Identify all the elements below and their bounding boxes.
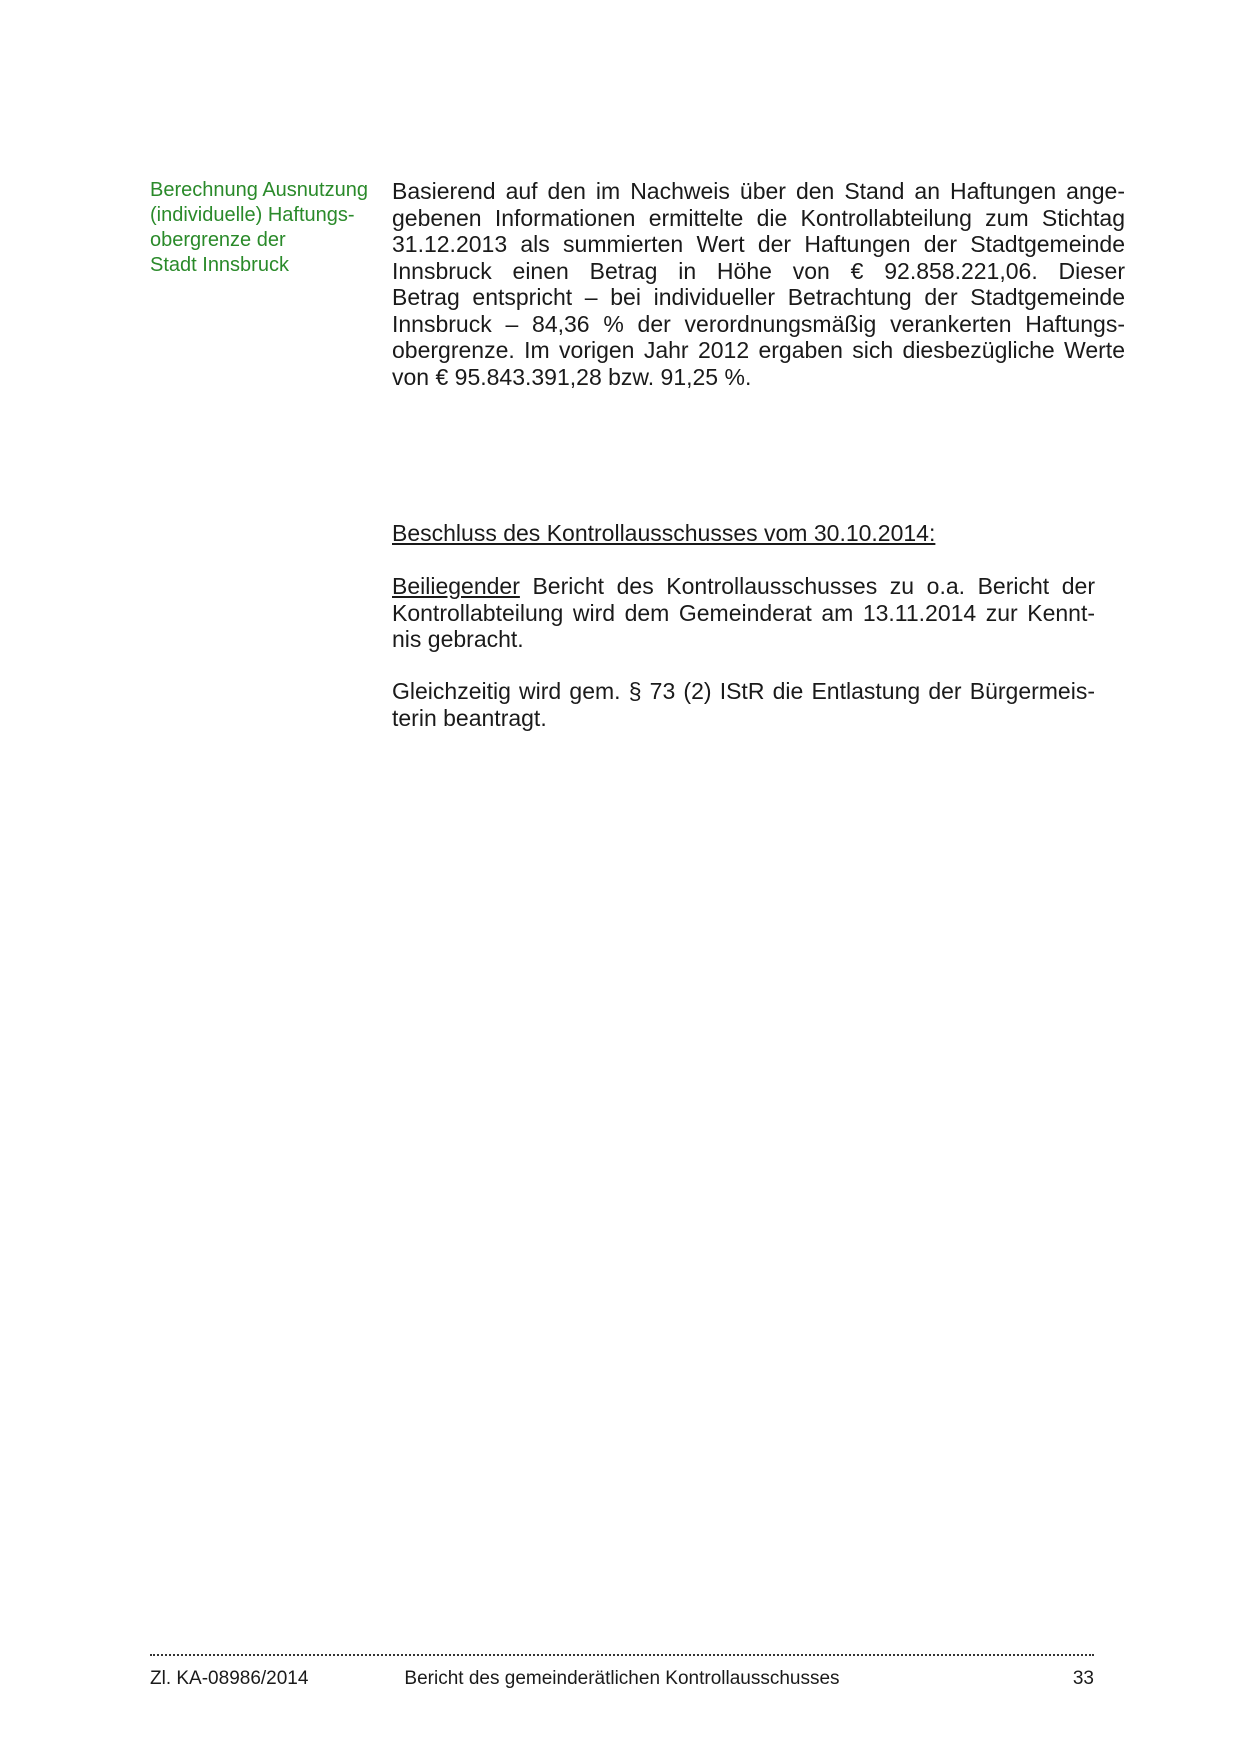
decision-heading: Beschluss des Kontrollausschusses vom 30.10.2014:: [392, 520, 936, 546]
paragraph-line: obergrenze. Im vorigen Jahr 2012 ergaben sich diesbezügliche Werte: [392, 337, 1125, 363]
paragraph-line: 31.12.2013 als summierten Wert der Haftungen der Stadtgemeinde: [392, 231, 1125, 257]
margin-note-line: (individuelle) Haftungs-: [150, 204, 355, 226]
paragraph-line: [392, 573, 1095, 600]
file-reference: Zl. KA-08986/2014: [150, 1668, 309, 1689]
main-paragraph: [392, 178, 1125, 390]
paragraph-line: Innsbruck – 84,36 % der verordnungsmäßig verankerten Haftungs-: [392, 310, 1125, 337]
paragraph-line: terin beantragt.: [392, 704, 547, 731]
decision-paragraph-1: [392, 573, 1095, 653]
footer-divider: [150, 1654, 1094, 1656]
decision-paragraph-2: [392, 678, 1095, 731]
paragraph-line: Betrag entspricht – bei individueller Betrachtung der Stadtgemeinde: [392, 284, 1125, 310]
margin-note-line: Stadt Innsbruck: [150, 254, 289, 276]
paragraph-line: von € 95.843.391,28 bzw. 91,25 %.: [392, 363, 752, 390]
margin-note-line: obergrenze der: [150, 229, 286, 251]
line-text: Bericht des Kontrollausschusses zu o.a. Bericht der: [519, 573, 1095, 599]
paragraph-line: Innsbruck einen Betrag in Höhe von € 92.858.221,06. Dieser: [392, 257, 1125, 284]
underlined-word: Beiliegender: [392, 573, 520, 599]
paragraph-line: Kontrollabteilung wird dem Gemeinderat am 13.11.2014 zur Kennt-: [392, 599, 1095, 626]
paragraph-line: gebenen Informationen ermittelte die Kontrollabteilung zum Stichtag: [392, 204, 1125, 231]
page-number: 33: [1072, 1668, 1094, 1689]
paragraph-line: Basierend auf den im Nachweis über den Stand an Haftungen ange-: [392, 178, 1125, 204]
paragraph-line: nis gebracht.: [392, 626, 524, 652]
footer-title: Bericht des gemeinderätlichen Kontrollausschusses: [404, 1668, 840, 1689]
margin-note-line: Berechnung Ausnutzung: [150, 179, 368, 201]
page-footer: [150, 1666, 1094, 1692]
margin-note: [150, 178, 382, 278]
paragraph-line: Gleichzeitig wird gem. § 73 (2) IStR die Entlastung der Bürgermeis-: [392, 678, 1095, 704]
